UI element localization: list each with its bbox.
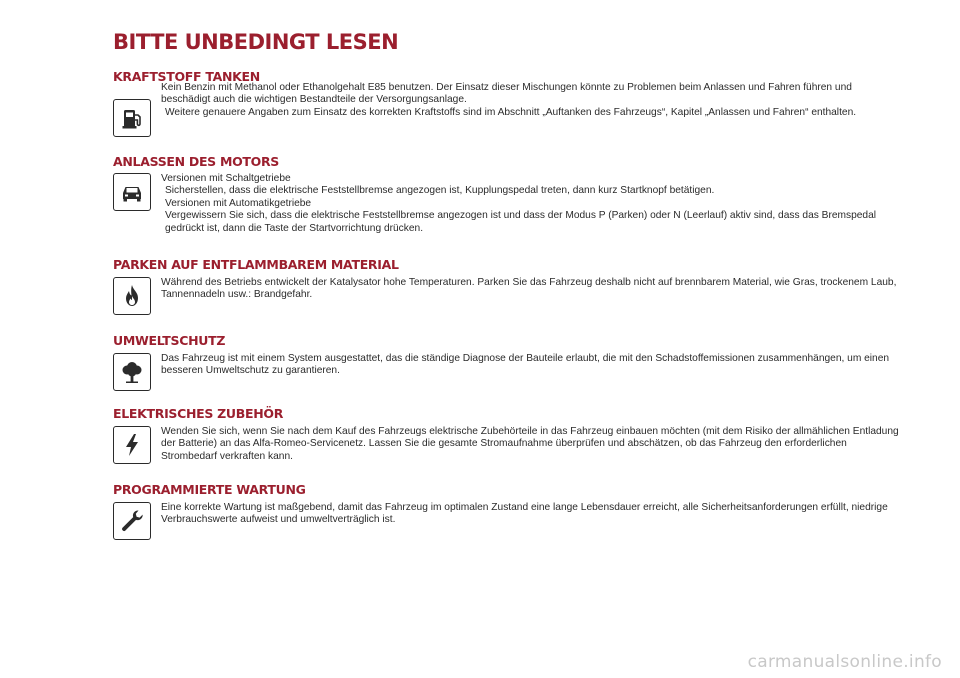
section-paragraph: Weitere genauere Angaben zum Einsatz des korrekten Kraftstoffs sind im Abschnitt „Auftanken des Fahrzeugs“, Kapitel „Anlassen und Fahren“ enthalten. <box>165 106 857 118</box>
section-paragraph: Versionen mit Schaltgetriebe <box>161 173 291 184</box>
section-title: ANLASSEN DES MOTORS <box>113 154 279 169</box>
watermark: carmanualsonline.info <box>747 652 942 672</box>
section-title: PROGRAMMIERTE WARTUNG <box>113 482 306 497</box>
section-paragraph: Vergewissern Sie sich, dass die elektrische Feststellbremse angezogen ist und dass der Modus P (Parken) oder N (Leerlauf) aktiv sind, dass das Bremspedal gedrückt ist, dann die Taste der Startvorrichtung drücken. <box>165 210 877 234</box>
section-paragraph: Kein Benzin mit Methanol oder Ethanolgehalt E85 benutzen. Der Einsatz dieser Mischungen könnte zu Problemen beim Anlassen und Fahren führen und beschädigt auch die wichtigen Bestandteile der Versorgungsanlage. <box>161 82 852 106</box>
fuel-pump-icon <box>113 99 151 137</box>
wrench-icon <box>113 502 151 540</box>
lightning-bolt-icon <box>113 426 151 464</box>
section-paragraph: Sicherstellen, dass die elektrische Feststellbremse angezogen ist, Kupplungspedal treten, dann kurz Startknopf betätigen. <box>165 185 715 197</box>
section-umweltschutz <box>113 333 903 378</box>
section-paragraph: Eine korrekte Wartung ist maßgebend, damit das Fahrzeug im optimalen Zustand eine lange Lebensdauer erreicht, alle Sicherheitsanforderungen erfüllt, niedrige Verbrauchswerte aufweist und umweltverträglich ist. <box>161 502 888 526</box>
section-kraftstoff-tanken <box>113 69 903 119</box>
section-elektrisches-zubehoer <box>113 406 903 463</box>
section-anlassen-des-motors <box>113 154 903 235</box>
section-paragraph: Während des Betriebs entwickelt der Katalysator hohe Temperaturen. Parken Sie das Fahrzeug deshalb nicht auf brennbarem Material, wie Gras, trockenem Laub, Tannennadeln usw.: Brandgefahr. <box>161 277 897 301</box>
car-icon <box>113 173 151 211</box>
section-paragraph: Versionen mit Automatikgetriebe <box>165 197 312 209</box>
section-paragraph: Wenden Sie sich, wenn Sie nach dem Kauf des Fahrzeugs elektrische Zubehörteile in das Fahrzeug einbauen möchten (mit dem Risiko der allmählichen Entladung der Batterie) an das Alfa-Romeo-Servicenetz. Lassen Sie die gesamte Stromaufnahme überprüfen und abschätzen, ob das Fahrzeug den erforderlichen Strombedarf verkraften kann. <box>161 426 899 462</box>
section-title: UMWELTSCHUTZ <box>113 333 226 348</box>
flame-icon <box>113 277 151 315</box>
section-title: KRAFTSTOFF TANKEN <box>113 69 260 84</box>
section-title: PARKEN AUF ENTFLAMMBAREM MATERIAL <box>113 257 399 272</box>
section-programmierte-wartung <box>113 482 903 527</box>
section-paragraph: Das Fahrzeug ist mit einem System ausgestattet, das die ständige Diagnose der Bauteile erlaubt, die mit den Schadstoffemissionen zusammenhängen, um einen besseren Umweltschutz zu garantieren. <box>161 353 890 377</box>
page-title: BITTE UNBEDINGT LESEN <box>113 30 399 54</box>
tree-icon <box>113 353 151 391</box>
section-title: ELEKTRISCHES ZUBEHÖR <box>113 406 284 421</box>
section-parken-entflammbar <box>113 257 903 302</box>
